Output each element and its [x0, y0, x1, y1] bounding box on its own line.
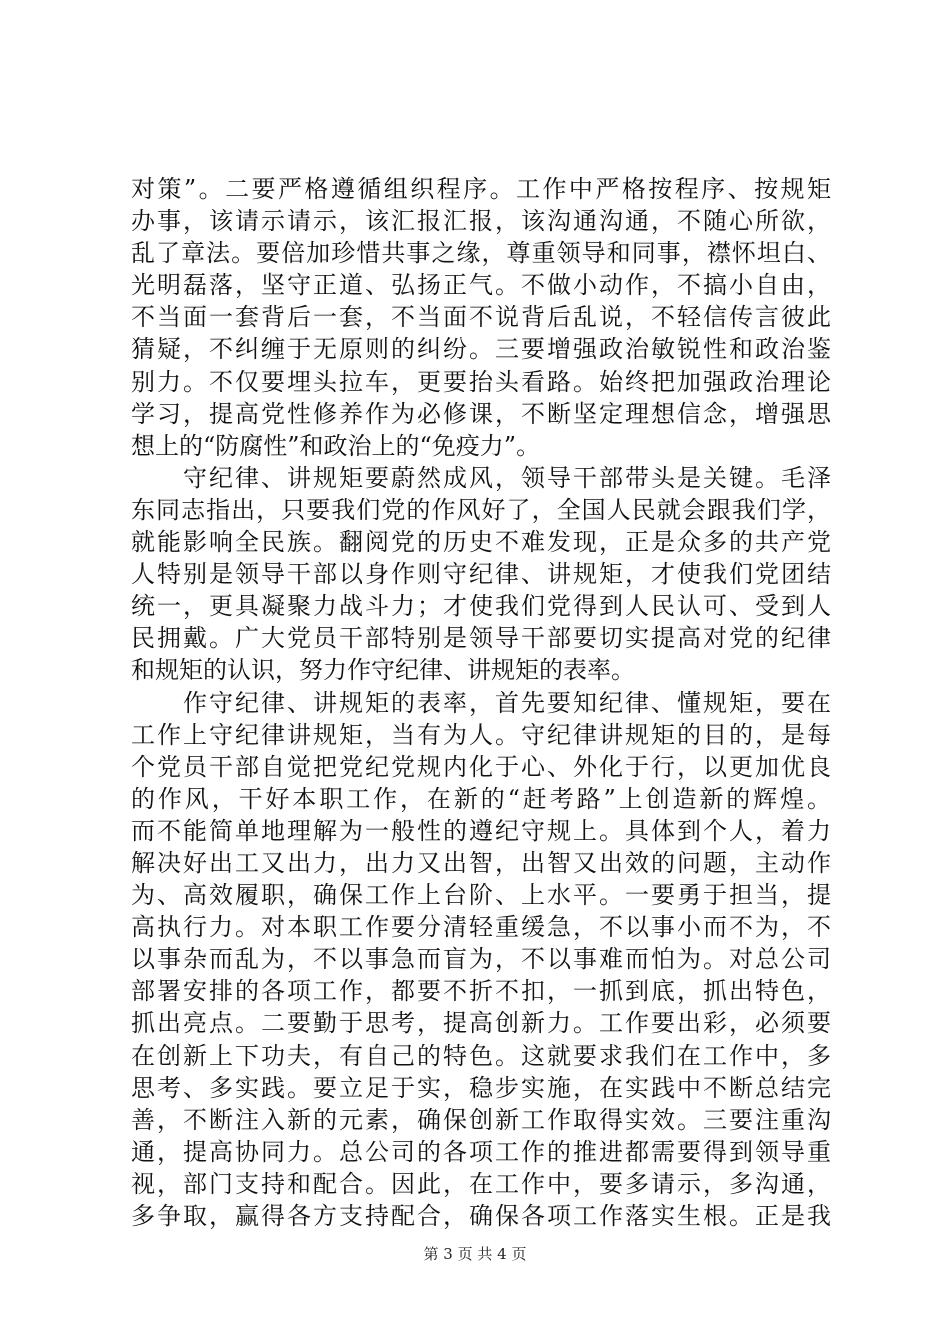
- text-line: 学习，提高党性修养作为必修课，不断坚定理想信念，增强思: [131, 399, 831, 428]
- text-line: 部署安排的各项工作，都要不折不扣，一抓到底，抓出特色，: [131, 977, 831, 1006]
- text-line: 抓出亮点。二要勤于思考，提高创新力。工作要出彩，必须要: [131, 1009, 831, 1038]
- text-line: 想上的“防腐性”和政治上的“免疫力”。: [131, 431, 541, 460]
- text-line: 视，部门支持和配合。因此，在工作中，要多请示，多沟通，: [131, 1169, 831, 1198]
- text-line: 就能影响全民族。翻阅党的历史不难发现，正是众多的共产党: [131, 528, 831, 557]
- text-line: 思考、多实践。要立足于实，稳步实施，在实践中不断总结完: [131, 1073, 831, 1102]
- text-line: 多争取，赢得各方支持配合，确保各项工作落实生根。正是我: [131, 1202, 831, 1230]
- text-line: 个党员干部自觉把党纪党规内化于心、外化于行，以更加优良: [131, 752, 831, 781]
- text-line: 作守纪律、讲规矩的表率，首先要知纪律、懂规矩，要在: [131, 688, 831, 717]
- text-line: 办事，该请示请示，该汇报汇报，该沟通沟通，不随心所欲，: [131, 207, 831, 236]
- text-line: 猜疑，不纠缠于无原则的纠纷。三要增强政治敏锐性和政治鉴: [131, 335, 831, 364]
- text-line: 工作上守纪律讲规矩，当有为人。守纪律讲规矩的目的，是每: [131, 720, 831, 749]
- text-line: 东同志指出，只要我们党的作风好了，全国人民就会跟我们学，: [131, 495, 831, 524]
- page-footer: 第 3 页 共 4 页: [423, 1245, 527, 1263]
- document-body: [131, 173, 831, 1232]
- text-line: 不当面一套背后一套，不当面不说背后乱说，不轻信传言彼此: [131, 303, 831, 332]
- text-line: 守纪律、讲规矩要蔚然成风，领导干部带头是关键。毛泽: [131, 463, 831, 492]
- text-line: 的作风，干好本职工作，在新的“赶考路”上创造新的辉煌。: [131, 784, 831, 813]
- text-line: 民拥戴。广大党员干部特别是领导干部要切实提高对党的纪律: [131, 624, 831, 653]
- text-line: 以事杂而乱为，不以事急而盲为，不以事难而怕为。对总公司: [131, 945, 831, 974]
- text-line: 统一，更具凝聚力战斗力；才使我们党得到人民认可、受到人: [131, 592, 831, 621]
- text-line: 为、高效履职，确保工作上台阶、上水平。一要勇于担当，提: [131, 881, 831, 910]
- text-line: 对策”。二要严格遵循组织程序。工作中严格按程序、按规矩: [131, 175, 831, 203]
- text-line: 乱了章法。要倍加珍惜共事之缘，尊重领导和同事，襟怀坦白、: [131, 239, 831, 268]
- text-line: 别力。不仅要埋头拉车，更要抬头看路。始终把加强政治理论: [131, 367, 831, 396]
- text-line: 光明磊落，坚守正道、弘扬正气。不做小动作，不搞小自由，: [131, 271, 831, 300]
- text-line: 善，不断注入新的元素，确保创新工作取得实效。三要注重沟: [131, 1105, 831, 1134]
- text-line: 通，提高协同力。总公司的各项工作的推进都需要得到领导重: [131, 1137, 831, 1166]
- text-line: 和规矩的认识，努力作守纪律、讲规矩的表率。: [131, 656, 635, 685]
- text-line: 而不能简单地理解为一般性的遵纪守规上。具体到个人，着力: [131, 816, 831, 845]
- text-line: 解决好出工又出力，出力又出智，出智又出效的问题，主动作: [131, 848, 831, 877]
- text-line: 人特别是领导干部以身作则守纪律、讲规矩，才使我们党团结: [131, 560, 831, 589]
- text-line: 高执行力。对本职工作要分清轻重缓急，不以事小而不为，不: [131, 913, 831, 942]
- text-line: 在创新上下功夫，有自己的特色。这就要求我们在工作中，多: [131, 1041, 831, 1070]
